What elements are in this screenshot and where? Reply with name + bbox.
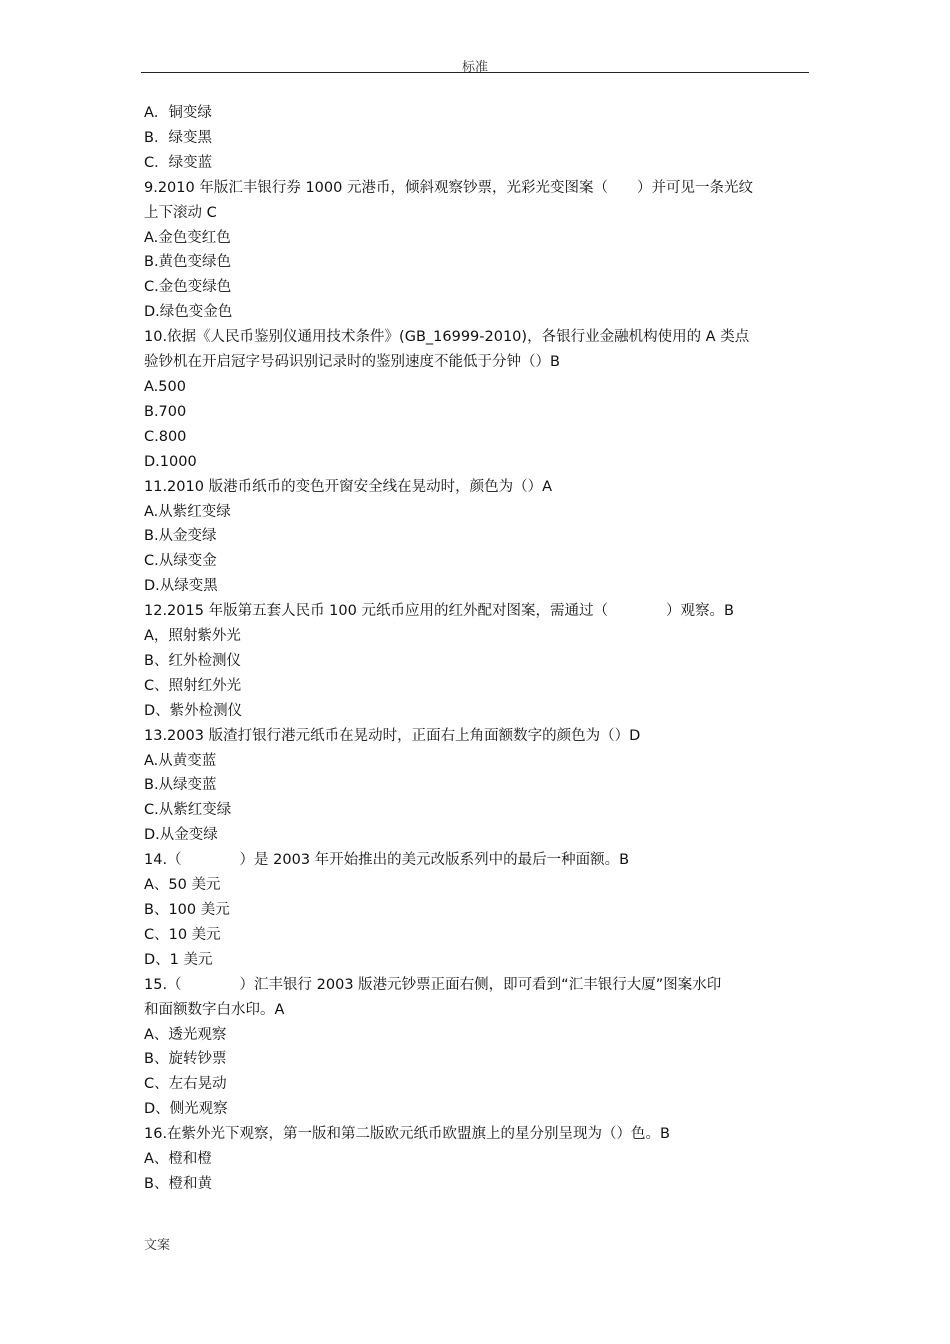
text-line: C.金色变绿色 [144, 279, 232, 296]
text-line: C、照射红外光 [144, 677, 242, 694]
text-line: 11.2010 版港币纸币的变色开窗安全线在晃动时，颜色为（）A [144, 478, 552, 495]
text-line: A.500 [144, 378, 186, 395]
text-line: 验钞机在开启冠字号码识别记录时的鉴别速度不能低于分钟（）B [144, 354, 560, 371]
text-line: A．铜变绿 [144, 105, 212, 121]
text-line: C．绿变蓝 [144, 154, 213, 171]
text-line: D.绿色变金色 [144, 304, 233, 321]
text-line: A.从黄变蓝 [144, 752, 217, 769]
text-line: D.1000 [144, 453, 197, 470]
text-line: D.从绿变黑 [144, 578, 218, 595]
text-line: A.金色变红色 [144, 229, 231, 246]
text-line: B、橙和黄 [144, 1175, 212, 1192]
text-line: C.从紫红变绿 [144, 802, 232, 819]
document-body [144, 101, 809, 1197]
text-line: A、透光观察 [144, 1026, 227, 1043]
text-line: B.从金变绿 [144, 528, 217, 545]
header-rule [141, 72, 809, 73]
text-line: 13.2003 版渣打银行港元纸币在晃动时，正面右上角面额数字的颜色为（）D [144, 727, 641, 744]
text-line: 上下滚动 C [144, 204, 217, 221]
text-line: 和面额数字白水印。A [144, 1001, 285, 1018]
text-line: D、侧光观察 [144, 1101, 228, 1118]
text-line: 12.2015 年版第五套人民币 100 元纸币应用的红外配对图案，需通过（ ）观察。B [144, 603, 734, 620]
text-line: B、旋转钞票 [144, 1051, 227, 1068]
text-line: 10.依据《人民币鉴别仪通用技术条件》(GB_16999-2010)，各银行业金融机构使用的 A 类点 [144, 329, 750, 346]
text-line: B、红外检测仪 [144, 652, 241, 669]
text-line: A，照射紫外光 [144, 628, 241, 645]
text-line: C、左右晃动 [144, 1076, 227, 1093]
text-line: B．绿变黑 [144, 129, 212, 146]
text-line: 9.2010 年版汇丰银行券 1000 元港币，倾斜观察钞票，光彩光变图案（ ）并可见一条光纹 [144, 179, 753, 196]
text-line: C.从绿变金 [144, 553, 217, 570]
text-line: C、10 美元 [144, 926, 221, 943]
text-line: B.黄色变绿色 [144, 254, 232, 271]
text-line: B.从绿变蓝 [144, 777, 217, 794]
text-line: D、紫外检测仪 [144, 702, 243, 719]
text-line: B、100 美元 [144, 902, 230, 918]
text-line: 15.（ ）汇丰银行 2003 版港元钞票正面右侧，即可看到“汇丰银行大厦”图案水印 [144, 976, 722, 993]
text-line: 16.在紫外光下观察，第一版和第二版欧元纸币欧盟旗上的星分别呈现为（）色。B [144, 1126, 671, 1143]
page-footer: 文案 [144, 1238, 171, 1253]
text-line: D.从金变绿 [144, 827, 218, 844]
text-line: B.700 [144, 403, 187, 420]
text-line: A.从紫红变绿 [144, 503, 231, 520]
page-header: 标准 [461, 60, 488, 75]
text-line: D、1 美元 [144, 951, 213, 968]
text-line: A、橙和橙 [144, 1151, 212, 1168]
text-line: 14.（ ）是 2003 年开始推出的美元改版系列中的最后一种面额。B [144, 852, 630, 869]
text-line: A、50 美元 [144, 877, 221, 894]
text-line: C.800 [144, 428, 187, 445]
